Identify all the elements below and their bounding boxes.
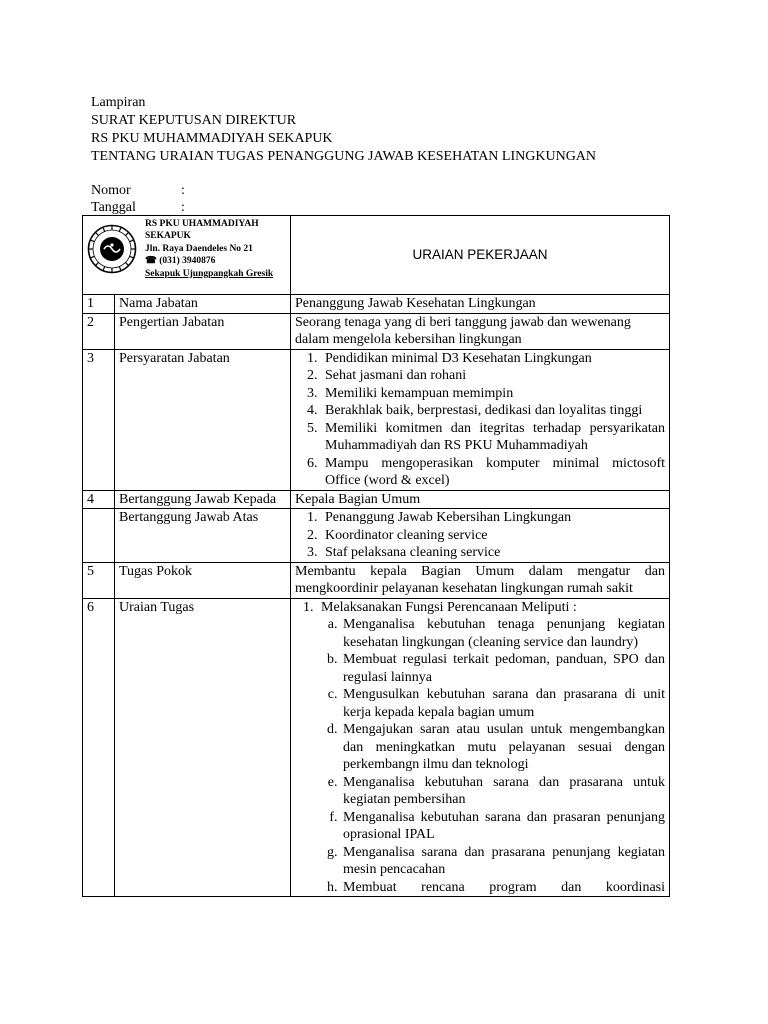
row-number: 6: [83, 598, 115, 897]
list-item: g. Menganalisa sarana dan prasarana penunjang kegiatan mesin pencacahan: [341, 844, 665, 879]
row-number: 2: [83, 313, 115, 349]
list-item: 2. Sehat jasmani dan rohani: [321, 367, 665, 385]
table-row: [83, 349, 670, 490]
row-number: [83, 509, 115, 563]
row-value: Membantu kepala Bagian Umum dalam mengatur dan mengkoordinir pelayanan kesehatan lingkungan rumah sakit: [291, 562, 670, 598]
list-item: h. Membuat rencana program dan koordinasi: [341, 879, 665, 897]
nomor-label: Nomor: [91, 183, 131, 198]
list-item: 3. Staf pelaksana cleaning service: [321, 544, 665, 562]
row-value: [291, 349, 670, 490]
list-item: 1. Penanggung Jawab Kebersihan Lingkungan: [321, 509, 665, 527]
row-label: Uraian Tugas: [115, 598, 291, 897]
table-row: [83, 562, 670, 598]
decree-subject: TENTANG URAIAN TUGAS PENANGGUNG JAWAB KESEHATAN LINGKUNGAN: [91, 149, 597, 164]
list-item: e. Menganalisa kebutuhan sarana dan prasarana untuk kegiatan pembersihan: [341, 774, 665, 809]
tanggal-label: Tanggal: [91, 200, 136, 215]
requirements-list: [295, 350, 665, 490]
row-value: [291, 509, 670, 563]
duty-heading: Melaksanakan Fungsi Perencanaan Meliputi :: [321, 599, 577, 615]
list-item: a. Menganalisa kebutuhan tenaga penunjang kegiatan kesehatan lingkungan (cleaning service dan laundry): [341, 616, 665, 651]
institution-address: Jln. Raya Daendeles No 21: [145, 243, 253, 254]
list-item: 2. Koordinator cleaning service: [321, 527, 665, 545]
row-value: [291, 598, 670, 897]
list-item: 4. Berakhlak baik, berprestasi, dedikasi dan loyalitas tinggi: [321, 402, 665, 420]
institution-location: Sekapuk Ujungpangkah Gresik: [145, 268, 274, 279]
list-item: 5. Memiliki komitmen dan itegritas terhadap persyarikatan Muhammadiyah dan RS PKU Muhammadiyah: [321, 420, 665, 455]
list-item: 6. Mampu mengoperasikan komputer minimal mictosoft Office (word & excel): [321, 455, 665, 490]
attachment-label: Lampiran: [91, 95, 146, 110]
decree-title: SURAT KEPUTUSAN DIREKTUR: [91, 113, 297, 128]
document-header: [91, 94, 596, 166]
list-item: f. Menganalisa kebutuhan sarana dan prasaran penunjang oprasional IPAL: [341, 809, 665, 844]
nomor-row: [91, 182, 185, 199]
row-label: Nama Jabatan: [115, 295, 291, 314]
list-item: 1. Pendidikan minimal D3 Kesehatan Lingkungan: [321, 350, 665, 368]
nomor-colon: :: [181, 183, 185, 198]
institution-name-line2: SEKAPUK: [145, 231, 191, 242]
row-number: 1: [83, 295, 115, 314]
row-number: 3: [83, 349, 115, 490]
muhammadiyah-emblem-icon: [87, 224, 137, 274]
institution-cell: [83, 216, 291, 295]
row-label: Pengertian Jabatan: [115, 313, 291, 349]
row-label: Bertanggung Jawab Kepada: [115, 490, 291, 509]
list-item: [317, 599, 665, 897]
table-row: [83, 598, 670, 897]
table-title: URAIAN PEKERJAAN: [291, 216, 670, 295]
table-header-row: [83, 216, 670, 295]
list-item: b. Membuat regulasi terkait pedoman, panduan, SPO dan regulasi lainnya: [341, 651, 665, 686]
table-row: [83, 295, 670, 314]
institution-info: [145, 218, 273, 280]
duty-subitems: [321, 616, 665, 896]
row-label: Persyaratan Jabatan: [115, 349, 291, 490]
list-item: d. Mengajukan saran atau usulan untuk mengembangkan dan meningkatkan mutu pelayanan sesuai dengan perkembangn ilmu dan teknologi: [341, 721, 665, 774]
row-number: 5: [83, 562, 115, 598]
institution-phone: ☎ (031) 3940876: [145, 256, 216, 267]
row-value: Seorang tenaga yang di beri tanggung jawab dan wewenang dalam mengelola kebersihan lingkungan: [291, 313, 670, 349]
row-label: Tugas Pokok: [115, 562, 291, 598]
row-label: Bertanggung Jawab Atas: [115, 509, 291, 563]
list-item: c. Mengusulkan kebutuhan sarana dan prasarana di unit kerja kepada kepala bagian umum: [341, 686, 665, 721]
duties-list: [295, 599, 665, 897]
responsibility-list: [295, 509, 665, 562]
tanggal-row: [91, 199, 185, 216]
table-row: [83, 490, 670, 509]
document-meta: [91, 182, 185, 216]
job-description-table: [82, 215, 670, 897]
tanggal-colon: :: [181, 200, 185, 215]
table-row: [83, 509, 670, 563]
row-number: 4: [83, 490, 115, 509]
institution-name-line1: RS PKU UHAMMADIYAH: [145, 219, 259, 229]
list-item: 3. Memiliki kemampuan memimpin: [321, 385, 665, 403]
table-row: [83, 313, 670, 349]
hospital-name: RS PKU MUHAMMADIYAH SEKAPUK: [91, 131, 333, 146]
row-value: Kepala Bagian Umum: [291, 490, 670, 509]
row-value: Penanggung Jawab Kesehatan Lingkungan: [291, 295, 670, 314]
